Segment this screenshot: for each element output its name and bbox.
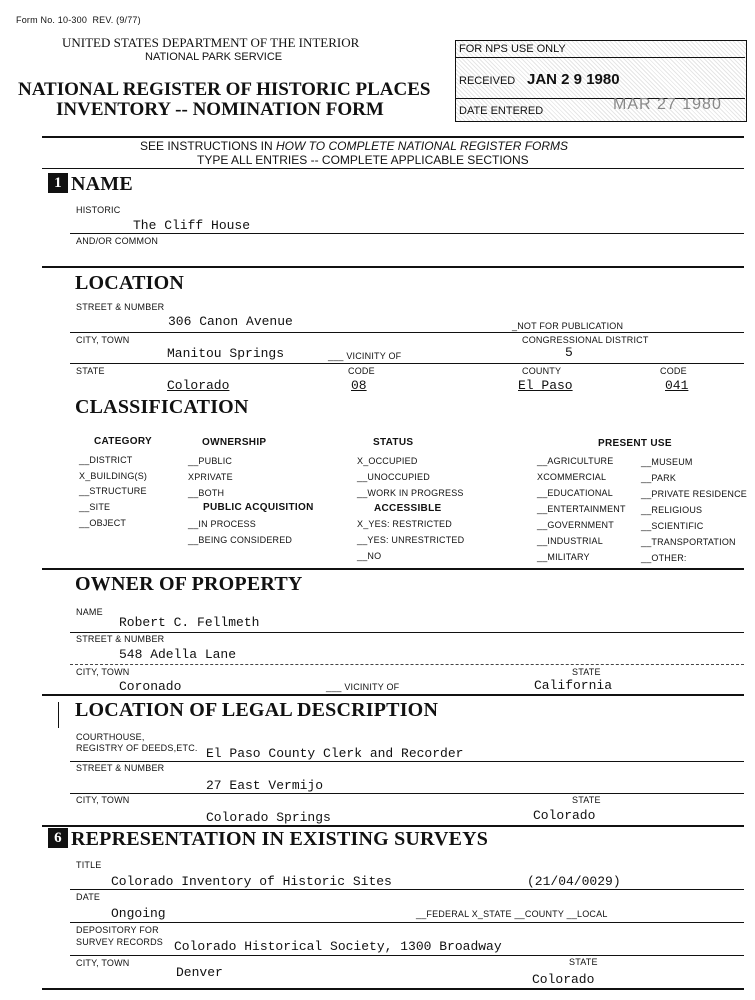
owner-street-label: STREET & NUMBER	[76, 634, 165, 644]
owner-state-value: California	[534, 678, 613, 693]
section-number: 1	[48, 173, 68, 193]
vicinity-label: ___ VICINITY OF	[328, 351, 402, 361]
accessible-option: X_YES: RESTRICTED	[357, 519, 452, 529]
survey-records-label: SURVEY RECORDS	[76, 937, 163, 947]
legal-street-value: 27 East Vermijo	[206, 778, 324, 793]
survey-title-code: (21/04/0029)	[527, 874, 621, 889]
accessible-option: __NO	[357, 551, 382, 561]
ownership-option: XPRIVATE	[188, 472, 233, 482]
nps-label: FOR NPS USE ONLY	[459, 43, 566, 55]
category-option: __OBJECT	[79, 518, 127, 528]
historic-label: HISTORIC	[76, 205, 121, 215]
date-entered-stamp: MAR 27 1980	[613, 96, 722, 113]
county-value: El Paso	[518, 378, 573, 393]
present-use-heading: PRESENT USE	[598, 438, 672, 449]
county-label: COUNTY	[522, 366, 562, 376]
depository-label: DEPOSITORY FOR	[76, 925, 159, 935]
public-acquisition-heading: PUBLIC ACQUISITION	[203, 502, 314, 513]
survey-date-value: Ongoing	[111, 906, 166, 921]
instructions-line-1: SEE INSTRUCTIONS IN HOW TO COMPLETE NATIONAL REGISTER FORMS	[140, 139, 569, 153]
received-label: RECEIVED	[459, 75, 516, 87]
use-option: __TRANSPORTATION	[641, 537, 736, 547]
ownership-heading: OWNERSHIP	[202, 437, 267, 448]
use-option: __EDUCATIONAL	[537, 488, 613, 498]
owner-vicinity-label: ___ VICINITY OF	[326, 682, 400, 692]
acquisition-option: __BEING CONSIDERED	[188, 535, 293, 545]
section-number: 6	[48, 828, 68, 848]
form-number: Form No. 10-300 REV. (9/77)	[16, 15, 141, 25]
use-option: __PRIVATE RESIDENCE	[641, 489, 747, 499]
section-name-heading: 1 NAME	[48, 173, 133, 196]
category-option: X_BUILDING(S)	[79, 471, 148, 481]
ownership-option: __BOTH	[188, 488, 225, 498]
owner-street-value: 548 Adella Lane	[119, 647, 237, 662]
district-value: 5	[565, 345, 573, 360]
survey-state-value: Colorado	[532, 972, 595, 987]
use-option: __INDUSTRIAL	[537, 536, 603, 546]
use-option: __MILITARY	[537, 552, 590, 562]
street-value: 306 Canon Avenue	[168, 314, 293, 329]
form-subtitle: INVENTORY -- NOMINATION FORM	[56, 99, 384, 120]
location-heading: LOCATION	[75, 272, 185, 294]
category-heading: CATEGORY	[94, 436, 152, 447]
use-option: XCOMMERCIAL	[537, 472, 607, 482]
use-option: __GOVERNMENT	[537, 520, 614, 530]
use-option: __ENTERTAINMENT	[537, 504, 626, 514]
use-option: __PARK	[641, 473, 677, 483]
depository-value: Colorado Historical Society, 1300 Broadway	[174, 939, 502, 954]
courthouse-value: El Paso County Clerk and Recorder	[206, 746, 464, 761]
congressional-district-label: CONGRESSIONAL DISTRICT	[522, 335, 649, 345]
not-for-publication: _NOT FOR PUBLICATION	[512, 321, 624, 331]
registry-label: REGISTRY OF DEEDS,ETC.	[76, 743, 198, 753]
service-line: NATIONAL PARK SERVICE	[145, 51, 283, 63]
use-option: __OTHER:	[641, 553, 687, 563]
owner-city-label: CITY, TOWN	[76, 667, 130, 677]
historic-value: The Cliff House	[133, 218, 251, 233]
instructions-line-2: TYPE ALL ENTRIES -- COMPLETE APPLICABLE SECTIONS	[197, 153, 529, 167]
use-option: __AGRICULTURE	[537, 456, 614, 466]
city-value: Manitou Springs	[167, 346, 285, 361]
survey-title-label: TITLE	[76, 860, 102, 870]
survey-date-label: DATE	[76, 892, 101, 902]
state-label: STATE	[76, 366, 105, 376]
status-heading: STATUS	[373, 437, 414, 448]
status-option: X_OCCUPIED	[357, 456, 418, 466]
survey-title-value: Colorado Inventory of Historic Sites	[111, 874, 392, 889]
state-value: Colorado	[167, 378, 230, 393]
ownership-option: __PUBLIC	[188, 456, 233, 466]
owner-name-value: Robert C. Fellmeth	[119, 615, 260, 630]
category-option: __DISTRICT	[79, 455, 133, 465]
classification-heading: CLASSIFICATION	[75, 396, 249, 418]
owner-state-label: STATE	[572, 667, 601, 677]
city-label: CITY, TOWN	[76, 335, 130, 345]
survey-city-value: Denver	[176, 965, 223, 980]
survey-city-label: CITY, TOWN	[76, 958, 130, 968]
state-code-value: 08	[351, 378, 367, 393]
department-line: UNITED STATES DEPARTMENT OF THE INTERIOR	[62, 35, 360, 50]
survey-levels: __FEDERAL X_STATE __COUNTY __LOCAL	[416, 909, 608, 919]
surveys-heading: 6 REPRESENTATION IN EXISTING SURVEYS	[48, 828, 488, 851]
courthouse-label: COURTHOUSE,	[76, 732, 145, 742]
county-code-label: CODE	[660, 366, 687, 376]
accessible-heading: ACCESSIBLE	[374, 503, 442, 514]
legal-state-value: Colorado	[533, 808, 596, 823]
use-option: __SCIENTIFIC	[641, 521, 704, 531]
legal-heading: LOCATION OF LEGAL DESCRIPTION	[75, 699, 439, 721]
legal-state-label: STATE	[572, 795, 601, 805]
status-option: __UNOCCUPIED	[357, 472, 430, 482]
legal-city-value: Colorado Springs	[206, 810, 331, 825]
street-label: STREET & NUMBER	[76, 302, 165, 312]
acquisition-option: __IN PROCESS	[188, 519, 256, 529]
county-code-value: 041	[665, 378, 689, 393]
status-option: __WORK IN PROGRESS	[357, 488, 464, 498]
code-label: CODE	[348, 366, 375, 376]
category-option: __SITE	[79, 502, 111, 512]
legal-city-label: CITY, TOWN	[76, 795, 130, 805]
date-entered-label: DATE ENTERED	[459, 105, 544, 117]
category-option: __STRUCTURE	[79, 486, 147, 496]
received-stamp: JAN 2 9 1980	[527, 71, 620, 88]
use-option: __RELIGIOUS	[641, 505, 703, 515]
use-option: __MUSEUM	[641, 457, 693, 467]
survey-state-label: STATE	[569, 957, 598, 967]
form-title: NATIONAL REGISTER OF HISTORIC PLACES	[18, 79, 431, 100]
owner-name-label: NAME	[76, 607, 103, 617]
owner-city-value: Coronado	[119, 679, 182, 694]
legal-street-label: STREET & NUMBER	[76, 763, 165, 773]
owner-heading: OWNER OF PROPERTY	[75, 573, 303, 595]
common-label: AND/OR COMMON	[76, 236, 159, 246]
accessible-option: __YES: UNRESTRICTED	[357, 535, 465, 545]
